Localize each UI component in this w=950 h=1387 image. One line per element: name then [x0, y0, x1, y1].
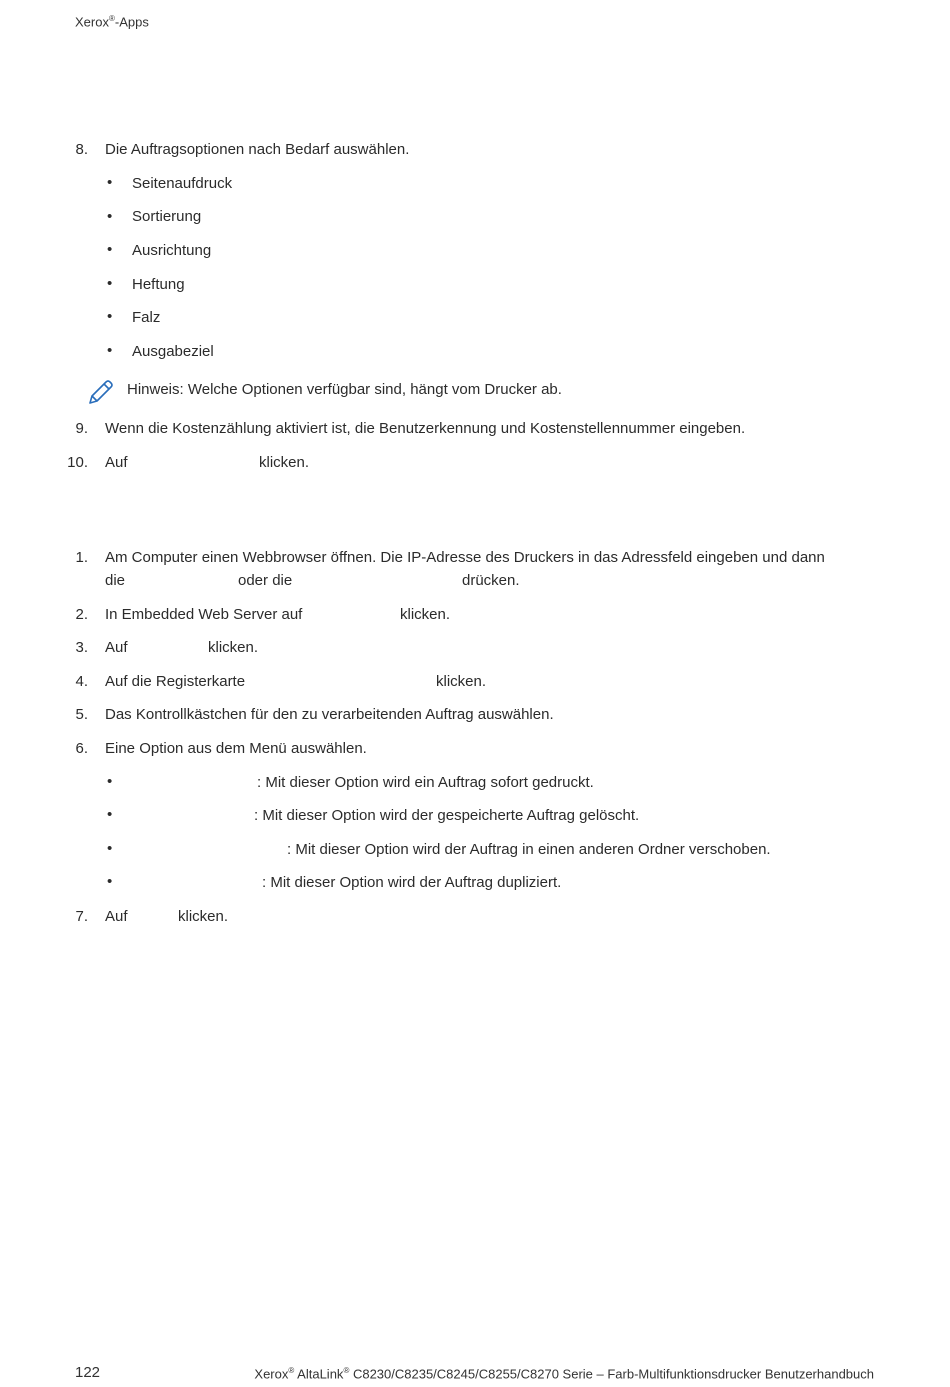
- list-item: Falz: [132, 309, 161, 326]
- list-item: Ausgabeziel: [132, 343, 214, 360]
- step-text: Am Computer einen Webbrowser öffnen. Die IP-Adresse des Druckers in das Adressfeld eingeben und dann: [105, 549, 825, 566]
- running-header: Xerox®-Apps: [75, 14, 149, 30]
- step-text: klicken.: [259, 454, 310, 471]
- step-number: 2.: [75, 606, 88, 623]
- step-number: 1.: [75, 549, 88, 566]
- step-text: In Embedded Web Server auf: [105, 606, 303, 623]
- list-item: Ausrichtung: [132, 242, 212, 259]
- step-text: die: [105, 572, 126, 589]
- bullet-icon: •: [107, 773, 113, 790]
- step-number: 3.: [75, 639, 88, 656]
- step-text: Auf: [105, 639, 128, 656]
- bullet-icon: •: [107, 840, 113, 857]
- list-item: Seitenaufdruck: [132, 175, 233, 192]
- step-text: Wenn die Kostenzählung aktiviert ist, die Benutzerkennung und Kostenstellennummer eingeben.: [105, 420, 746, 437]
- bullet-icon: •: [107, 275, 113, 292]
- step-number: 10.: [67, 454, 88, 471]
- step-text: klicken.: [208, 639, 259, 656]
- step-number: 9.: [75, 420, 88, 437]
- step-text: oder die: [238, 572, 293, 589]
- pencil-note-icon: [86, 377, 116, 407]
- step-text: klicken.: [436, 673, 487, 690]
- bullet-icon: •: [107, 208, 113, 225]
- page-number: 122: [75, 1364, 101, 1381]
- running-footer: Xerox® AltaLink® C8230/C8235/C8245/C8255/C8270 Serie – Farb-Multifunktionsdrucker Benutzerhandbuch: [254, 1366, 874, 1382]
- step-text: Eine Option aus dem Menü auswählen.: [105, 740, 367, 757]
- step-text: klicken.: [178, 908, 229, 925]
- list-item: : Mit dieser Option wird der Auftrag in einen anderen Ordner verschoben.: [287, 841, 771, 858]
- bullet-icon: •: [107, 241, 113, 258]
- step-text: Auf: [105, 454, 128, 471]
- step-number: 8.: [75, 141, 88, 158]
- step-number: 5.: [75, 706, 88, 723]
- list-item: Heftung: [132, 276, 185, 293]
- list-item: : Mit dieser Option wird der gespeicherte Auftrag gelöscht.: [254, 807, 640, 824]
- step-text: Auf: [105, 908, 128, 925]
- bullet-icon: •: [107, 873, 113, 890]
- step-text: Die Auftragsoptionen nach Bedarf auswählen.: [105, 141, 410, 158]
- bullet-icon: •: [107, 174, 113, 191]
- step-text: klicken.: [400, 606, 451, 623]
- step-number: 7.: [75, 908, 88, 925]
- step-number: 4.: [75, 673, 88, 690]
- bullet-icon: •: [107, 308, 113, 325]
- step-number: 6.: [75, 740, 88, 757]
- list-item: Sortierung: [132, 208, 202, 225]
- note-text: Hinweis: Welche Optionen verfügbar sind, hängt vom Drucker ab.: [127, 381, 562, 398]
- step-text: Auf die Registerkarte: [105, 673, 246, 690]
- list-item: : Mit dieser Option wird ein Auftrag sofort gedruckt.: [257, 774, 594, 791]
- step-text: Das Kontrollkästchen für den zu verarbeitenden Auftrag auswählen.: [105, 706, 554, 723]
- list-item: : Mit dieser Option wird der Auftrag dupliziert.: [262, 874, 562, 891]
- bullet-icon: •: [107, 806, 113, 823]
- bullet-icon: •: [107, 342, 113, 359]
- step-text: drücken.: [462, 572, 520, 589]
